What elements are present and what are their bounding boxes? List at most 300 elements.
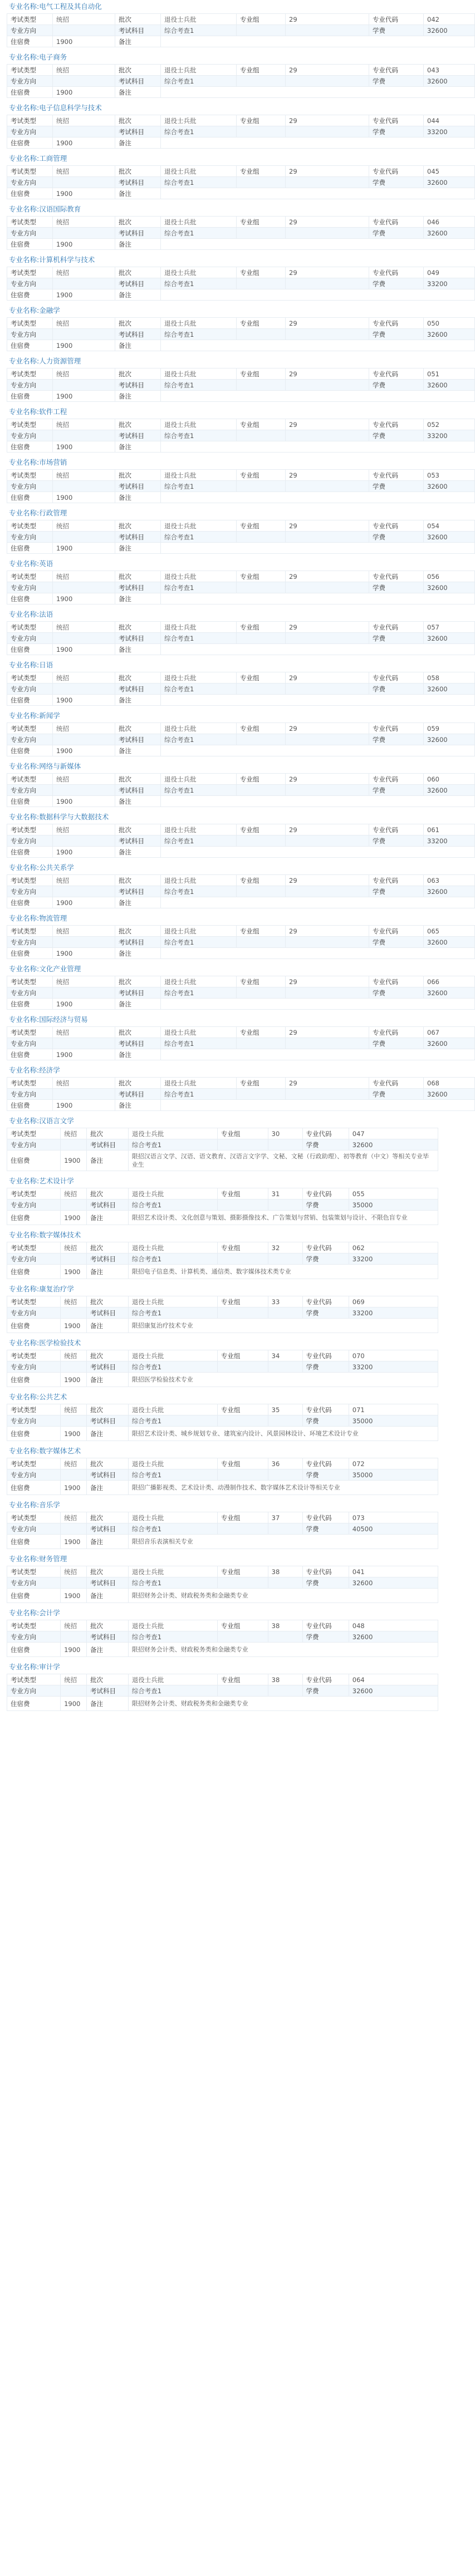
exam-value: 综合考查1 bbox=[161, 937, 237, 948]
table-row bbox=[7, 368, 475, 380]
group-value: 38 bbox=[268, 1566, 302, 1577]
major-label: 专业名称: bbox=[9, 610, 40, 618]
major-name: 行政管理 bbox=[39, 509, 67, 517]
major-label: 专业名称: bbox=[9, 1231, 40, 1239]
tuition-label: 学费 bbox=[369, 987, 424, 999]
table-row bbox=[7, 785, 475, 796]
major-info-table bbox=[7, 1128, 438, 1171]
table-row bbox=[7, 847, 475, 858]
category-label: 考试类型 bbox=[7, 267, 53, 278]
major-label: 专业名称: bbox=[9, 53, 40, 61]
accommodation-value: 1900 bbox=[61, 1151, 87, 1171]
exam-value: 综合考查1 bbox=[161, 886, 237, 897]
category-label: 考试类型 bbox=[7, 14, 53, 25]
category-label: 考试类型 bbox=[7, 622, 53, 633]
table-row bbox=[7, 999, 475, 1010]
table-row bbox=[7, 1038, 475, 1049]
group-label: 专业组 bbox=[237, 976, 286, 987]
major-label: 专业名称: bbox=[9, 863, 40, 872]
batch-label: 批次 bbox=[87, 1458, 129, 1469]
group-label: 专业组 bbox=[217, 1458, 268, 1469]
major-block bbox=[7, 914, 448, 959]
tuition-label: 学费 bbox=[302, 1469, 349, 1481]
exam-value: 综合考查1 bbox=[161, 380, 237, 391]
batch-value: 退役士兵批 bbox=[161, 723, 237, 734]
direction-label: 专业方向 bbox=[7, 25, 53, 36]
direction-label: 专业方向 bbox=[7, 1415, 61, 1427]
tuition-value: 32600 bbox=[424, 633, 475, 644]
category-value: 统招 bbox=[53, 65, 115, 76]
table-row bbox=[7, 188, 475, 199]
empty-cell bbox=[286, 380, 369, 391]
table-row bbox=[7, 36, 475, 47]
empty-cell bbox=[217, 1523, 268, 1535]
batch-label: 批次 bbox=[115, 520, 161, 532]
group-value: 29 bbox=[286, 166, 369, 177]
empty-cell bbox=[286, 532, 369, 543]
category-value: 统招 bbox=[53, 520, 115, 532]
code-label: 专业代码 bbox=[369, 115, 424, 126]
code-label: 专业代码 bbox=[369, 875, 424, 886]
group-label: 专业组 bbox=[237, 65, 286, 76]
remarks-label: 备注 bbox=[115, 695, 161, 706]
exam-value: 综合考查1 bbox=[161, 278, 237, 289]
exam-label: 考试科目 bbox=[87, 1577, 129, 1589]
group-value: 29 bbox=[286, 267, 369, 278]
batch-value: 退役士兵批 bbox=[161, 217, 237, 228]
group-label: 专业组 bbox=[237, 267, 286, 278]
table-row bbox=[7, 622, 475, 633]
accommodation-label: 住宿费 bbox=[7, 999, 53, 1010]
tuition-label: 学费 bbox=[302, 1577, 349, 1589]
major-info-table bbox=[7, 1188, 438, 1225]
category-value: 统招 bbox=[53, 571, 115, 582]
code-label: 专业代码 bbox=[369, 217, 424, 228]
tuition-label: 学费 bbox=[302, 1523, 349, 1535]
empty-cell bbox=[217, 1199, 268, 1211]
category-value: 统招 bbox=[61, 1188, 87, 1199]
major-name: 金融学 bbox=[39, 306, 60, 314]
remarks-value: 限招财务会计类、财政税务类和金融类专业 bbox=[128, 1589, 438, 1603]
direction-value bbox=[53, 228, 115, 239]
exam-value: 综合考查1 bbox=[161, 430, 237, 441]
group-label: 专业组 bbox=[237, 723, 286, 734]
remarks-value: 限招电子信息类、计算机类、通信类、数字媒体技术类专业 bbox=[128, 1265, 438, 1279]
table-row bbox=[7, 532, 475, 543]
table-row bbox=[7, 1469, 438, 1481]
major-block bbox=[7, 458, 448, 503]
group-value: 29 bbox=[286, 571, 369, 582]
group-label: 专业组 bbox=[237, 774, 286, 785]
accommodation-value: 1900 bbox=[53, 644, 115, 655]
category-value: 统招 bbox=[61, 1350, 87, 1361]
group-label: 专业组 bbox=[237, 419, 286, 430]
major-label: 专业名称: bbox=[9, 306, 40, 314]
tuition-value: 32600 bbox=[424, 734, 475, 745]
direction-label: 专业方向 bbox=[7, 481, 53, 492]
accommodation-value: 1900 bbox=[53, 340, 115, 351]
major-info-table bbox=[7, 722, 475, 756]
major-info-table bbox=[7, 976, 475, 1010]
remarks-label: 备注 bbox=[87, 1211, 129, 1225]
category-value: 统招 bbox=[53, 774, 115, 785]
exam-label: 考试科目 bbox=[115, 278, 161, 289]
code-value: 056 bbox=[424, 571, 475, 582]
remarks-label: 备注 bbox=[87, 1643, 129, 1657]
remarks-value bbox=[161, 1049, 475, 1060]
major-title bbox=[9, 1501, 444, 1510]
code-value: 068 bbox=[424, 1078, 475, 1089]
empty-cell bbox=[217, 1685, 268, 1697]
category-value: 统招 bbox=[61, 1296, 87, 1307]
empty-cell bbox=[237, 76, 286, 87]
batch-value: 退役士兵批 bbox=[128, 1128, 217, 1139]
major-block bbox=[7, 1117, 444, 1171]
direction-value bbox=[53, 126, 115, 137]
major-name: 会计学 bbox=[39, 1609, 60, 1617]
major-info-table bbox=[7, 368, 475, 402]
major-info-table bbox=[7, 1566, 438, 1603]
major-info-table bbox=[7, 1077, 475, 1111]
table-row bbox=[7, 329, 475, 340]
direction-label: 专业方向 bbox=[7, 329, 53, 340]
accommodation-label: 住宿费 bbox=[7, 1151, 61, 1171]
remarks-label: 备注 bbox=[87, 1427, 129, 1441]
table-row bbox=[7, 1265, 438, 1279]
remarks-label: 备注 bbox=[115, 999, 161, 1010]
accommodation-label: 住宿费 bbox=[7, 441, 53, 453]
accommodation-value: 1900 bbox=[53, 999, 115, 1010]
accommodation-label: 住宿费 bbox=[7, 948, 53, 959]
exam-label: 考试科目 bbox=[115, 481, 161, 492]
batch-value: 退役士兵批 bbox=[161, 14, 237, 25]
empty-cell bbox=[237, 481, 286, 492]
group-value: 29 bbox=[286, 14, 369, 25]
exam-label: 考试科目 bbox=[87, 1307, 129, 1319]
accommodation-value: 1900 bbox=[53, 695, 115, 706]
major-title bbox=[9, 1663, 444, 1672]
major-title bbox=[9, 1393, 444, 1402]
category-value: 统招 bbox=[53, 875, 115, 886]
major-label: 专业名称: bbox=[9, 1117, 40, 1125]
major-info-table bbox=[7, 773, 475, 807]
major-block bbox=[7, 1555, 444, 1603]
empty-cell bbox=[237, 684, 286, 695]
table-row bbox=[7, 391, 475, 402]
category-label: 考试类型 bbox=[7, 1128, 61, 1139]
exam-value: 综合考查1 bbox=[161, 126, 237, 137]
table-row bbox=[7, 1027, 475, 1038]
remarks-value bbox=[161, 745, 475, 756]
empty-cell bbox=[268, 1523, 302, 1535]
code-value: 042 bbox=[424, 14, 475, 25]
accommodation-value: 1900 bbox=[61, 1589, 87, 1603]
major-title bbox=[9, 610, 444, 619]
empty-cell bbox=[268, 1253, 302, 1265]
table-row bbox=[7, 177, 475, 188]
direction-value bbox=[53, 430, 115, 441]
category-value: 统招 bbox=[53, 976, 115, 987]
empty-cell bbox=[237, 1038, 286, 1049]
direction-value bbox=[53, 76, 115, 87]
direction-value bbox=[61, 1469, 87, 1481]
direction-label: 专业方向 bbox=[7, 278, 53, 289]
empty-cell bbox=[217, 1577, 268, 1589]
accommodation-label: 住宿费 bbox=[7, 1319, 61, 1333]
batch-value: 退役士兵批 bbox=[161, 824, 237, 835]
remarks-label: 备注 bbox=[87, 1373, 129, 1387]
table-row bbox=[7, 1361, 438, 1373]
exam-label: 考试科目 bbox=[115, 684, 161, 695]
table-row bbox=[7, 76, 475, 87]
exam-value: 综合考查1 bbox=[161, 1089, 237, 1100]
major-title bbox=[9, 1285, 444, 1294]
remarks-label: 备注 bbox=[115, 543, 161, 554]
group-value: 29 bbox=[286, 318, 369, 329]
table-row bbox=[7, 289, 475, 301]
group-label: 专业组 bbox=[237, 875, 286, 886]
tuition-value: 32600 bbox=[424, 1089, 475, 1100]
category-label: 考试类型 bbox=[7, 419, 53, 430]
table-row bbox=[7, 723, 475, 734]
major-title bbox=[9, 255, 444, 264]
batch-label: 批次 bbox=[87, 1350, 129, 1361]
exam-value: 综合考查1 bbox=[161, 684, 237, 695]
accommodation-label: 住宿费 bbox=[7, 897, 53, 908]
batch-value: 退役士兵批 bbox=[128, 1620, 217, 1631]
exam-value: 综合考查1 bbox=[161, 734, 237, 745]
direction-value bbox=[53, 1089, 115, 1100]
remarks-label: 备注 bbox=[115, 239, 161, 250]
tuition-value: 32600 bbox=[349, 1139, 438, 1151]
major-name: 电子信息科学与技术 bbox=[39, 104, 102, 112]
batch-label: 批次 bbox=[87, 1128, 129, 1139]
batch-value: 退役士兵批 bbox=[128, 1458, 217, 1469]
table-row bbox=[7, 340, 475, 351]
code-value: 063 bbox=[424, 875, 475, 886]
major-label: 专业名称: bbox=[9, 357, 40, 365]
batch-label: 批次 bbox=[115, 622, 161, 633]
major-info-table bbox=[7, 824, 475, 858]
accommodation-label: 住宿费 bbox=[7, 847, 53, 858]
remarks-value: 限招汉语言文学、汉语、语文教育、汉语言文字学、文秘、文秘（行政助理）、初等教育（中文）等相关专业毕业生 bbox=[128, 1151, 438, 1171]
empty-cell bbox=[286, 76, 369, 87]
major-label: 专业名称: bbox=[9, 559, 40, 568]
exam-value: 综合考查1 bbox=[161, 228, 237, 239]
exam-label: 考试科目 bbox=[87, 1631, 129, 1643]
category-value: 统招 bbox=[53, 14, 115, 25]
empty-cell bbox=[286, 734, 369, 745]
direction-label: 专业方向 bbox=[7, 1199, 61, 1211]
table-row bbox=[7, 1674, 438, 1685]
table-row bbox=[7, 441, 475, 453]
category-label: 考试类型 bbox=[7, 115, 53, 126]
batch-label: 批次 bbox=[115, 166, 161, 177]
direction-value bbox=[61, 1199, 87, 1211]
group-value: 34 bbox=[268, 1350, 302, 1361]
remarks-value bbox=[161, 1100, 475, 1111]
remarks-label: 备注 bbox=[115, 340, 161, 351]
category-label: 考试类型 bbox=[7, 926, 53, 937]
table-row bbox=[7, 571, 475, 582]
batch-label: 批次 bbox=[87, 1296, 129, 1307]
table-row bbox=[7, 1631, 438, 1643]
direction-value bbox=[53, 329, 115, 340]
remarks-label: 备注 bbox=[115, 948, 161, 959]
direction-value bbox=[53, 785, 115, 796]
batch-label: 批次 bbox=[87, 1674, 129, 1685]
major-title bbox=[9, 205, 444, 214]
code-label: 专业代码 bbox=[369, 419, 424, 430]
tuition-label: 学费 bbox=[302, 1415, 349, 1427]
direction-label: 专业方向 bbox=[7, 785, 53, 796]
empty-cell bbox=[286, 633, 369, 644]
direction-value bbox=[53, 532, 115, 543]
tuition-label: 学费 bbox=[302, 1685, 349, 1697]
exam-label: 考试科目 bbox=[87, 1253, 129, 1265]
major-label: 专业名称: bbox=[9, 1663, 40, 1671]
group-value: 29 bbox=[286, 926, 369, 937]
tuition-label: 学费 bbox=[302, 1253, 349, 1265]
major-name: 新闻学 bbox=[39, 711, 60, 720]
remarks-value: 限招财务会计类、财政税务类和金融类专业 bbox=[128, 1643, 438, 1657]
accommodation-label: 住宿费 bbox=[7, 745, 53, 756]
exam-value: 综合考查1 bbox=[161, 25, 237, 36]
tuition-label: 学费 bbox=[369, 177, 424, 188]
code-label: 专业代码 bbox=[302, 1404, 349, 1415]
empty-cell bbox=[217, 1631, 268, 1643]
empty-cell bbox=[268, 1415, 302, 1427]
tuition-value: 33200 bbox=[349, 1361, 438, 1373]
remarks-label: 备注 bbox=[115, 745, 161, 756]
code-label: 专业代码 bbox=[369, 14, 424, 25]
tuition-value: 32600 bbox=[424, 785, 475, 796]
empty-cell bbox=[237, 1089, 286, 1100]
table-row bbox=[7, 1350, 438, 1361]
batch-value: 退役士兵批 bbox=[161, 318, 237, 329]
batch-value: 退役士兵批 bbox=[161, 368, 237, 380]
direction-label: 专业方向 bbox=[7, 1089, 53, 1100]
table-row bbox=[7, 380, 475, 391]
major-block bbox=[7, 1663, 444, 1711]
major-label: 专业名称: bbox=[9, 1015, 40, 1024]
code-label: 专业代码 bbox=[369, 672, 424, 684]
remarks-value: 限招财务会计类、财政税务类和金融类专业 bbox=[128, 1697, 438, 1711]
major-label: 专业名称: bbox=[9, 154, 40, 163]
category-value: 统招 bbox=[61, 1242, 87, 1253]
batch-label: 批次 bbox=[115, 368, 161, 380]
major-name: 汉语国际教育 bbox=[39, 205, 81, 213]
tuition-label: 学费 bbox=[369, 380, 424, 391]
batch-value: 退役士兵批 bbox=[128, 1674, 217, 1685]
category-value: 统招 bbox=[53, 672, 115, 684]
direction-value bbox=[61, 1361, 87, 1373]
major-title bbox=[9, 1447, 444, 1456]
remarks-value bbox=[161, 543, 475, 554]
major-info-table bbox=[7, 1026, 475, 1060]
category-value: 统招 bbox=[53, 318, 115, 329]
tuition-value: 32600 bbox=[349, 1631, 438, 1643]
major-label: 专业名称: bbox=[9, 1177, 40, 1185]
category-label: 考试类型 bbox=[7, 571, 53, 582]
category-label: 考试类型 bbox=[7, 65, 53, 76]
batch-value: 退役士兵批 bbox=[128, 1404, 217, 1415]
table-row bbox=[7, 115, 475, 126]
batch-label: 批次 bbox=[87, 1512, 129, 1523]
direction-label: 专业方向 bbox=[7, 228, 53, 239]
accommodation-value: 1900 bbox=[53, 1049, 115, 1060]
batch-value: 退役士兵批 bbox=[161, 774, 237, 785]
code-label: 专业代码 bbox=[369, 774, 424, 785]
empty-cell bbox=[268, 1307, 302, 1319]
accommodation-value: 1900 bbox=[61, 1373, 87, 1387]
exam-value: 综合考查1 bbox=[161, 835, 237, 847]
accommodation-label: 住宿费 bbox=[7, 593, 53, 604]
major-block bbox=[7, 357, 448, 402]
table-row bbox=[7, 492, 475, 503]
group-label: 专业组 bbox=[237, 318, 286, 329]
major-info-table bbox=[7, 1620, 438, 1657]
batch-value: 退役士兵批 bbox=[161, 115, 237, 126]
tuition-value: 32600 bbox=[424, 987, 475, 999]
table-row bbox=[7, 633, 475, 644]
batch-value: 退役士兵批 bbox=[161, 571, 237, 582]
category-value: 统招 bbox=[61, 1566, 87, 1577]
tuition-label: 学费 bbox=[369, 835, 424, 847]
direction-value bbox=[53, 835, 115, 847]
remarks-label: 备注 bbox=[115, 492, 161, 503]
table-row bbox=[7, 166, 475, 177]
category-label: 考试类型 bbox=[7, 217, 53, 228]
major-info-table bbox=[7, 571, 475, 604]
major-block bbox=[7, 711, 448, 756]
group-value: 30 bbox=[268, 1128, 302, 1139]
empty-cell bbox=[217, 1469, 268, 1481]
code-value: 072 bbox=[349, 1458, 438, 1469]
tuition-label: 学费 bbox=[369, 684, 424, 695]
major-info-table bbox=[7, 165, 475, 199]
remarks-value bbox=[161, 897, 475, 908]
direction-value bbox=[53, 987, 115, 999]
group-label: 专业组 bbox=[237, 571, 286, 582]
direction-label: 专业方向 bbox=[7, 1631, 61, 1643]
empty-cell bbox=[286, 835, 369, 847]
code-label: 专业代码 bbox=[302, 1242, 349, 1253]
major-title bbox=[9, 711, 444, 720]
major-label: 专业名称: bbox=[9, 255, 40, 264]
direction-value bbox=[53, 25, 115, 36]
major-label: 专业名称: bbox=[9, 813, 40, 821]
category-value: 统招 bbox=[53, 824, 115, 835]
batch-value: 退役士兵批 bbox=[161, 1027, 237, 1038]
remarks-value: 限招广播影视类、艺术设计类、动漫制作技术、数字媒体艺术设计等相关专业 bbox=[128, 1481, 438, 1495]
group-label: 专业组 bbox=[237, 14, 286, 25]
accommodation-value: 1900 bbox=[53, 1100, 115, 1111]
major-block bbox=[7, 509, 448, 554]
tuition-value: 32600 bbox=[424, 532, 475, 543]
group-value: 38 bbox=[268, 1674, 302, 1685]
major-info-table bbox=[7, 520, 475, 554]
group-value: 29 bbox=[286, 217, 369, 228]
empty-cell bbox=[237, 886, 286, 897]
group-value: 29 bbox=[286, 65, 369, 76]
major-title bbox=[9, 1339, 444, 1348]
exam-label: 考试科目 bbox=[115, 785, 161, 796]
category-value: 统招 bbox=[53, 1078, 115, 1089]
batch-value: 退役士兵批 bbox=[128, 1512, 217, 1523]
remarks-value bbox=[161, 847, 475, 858]
table-row bbox=[7, 278, 475, 289]
